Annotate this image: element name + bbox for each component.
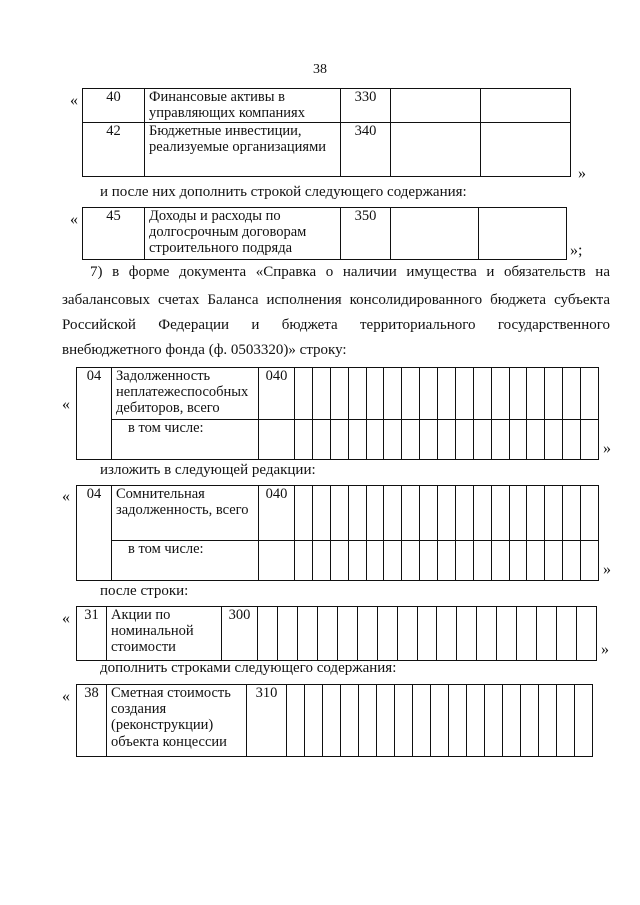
text-after-table-3: изложить в следующей редакции:	[100, 462, 316, 478]
empty-cell	[317, 607, 337, 661]
empty-cell	[391, 123, 481, 177]
row-name: Сомнительная задолженность, всего	[112, 486, 259, 541]
table-2	[82, 207, 567, 260]
empty-cell	[497, 607, 517, 661]
empty-cell	[473, 486, 491, 541]
row-line-code: 340	[341, 123, 391, 177]
empty-cell	[366, 541, 384, 581]
empty-cell	[563, 368, 581, 420]
empty-cell	[312, 486, 330, 541]
row-name: Задолженность неплатежеспособных дебиторов, всего	[112, 368, 259, 420]
close-quote-semicolon: »;	[570, 242, 583, 259]
empty-cell	[477, 607, 497, 661]
empty-cell	[527, 541, 545, 581]
empty-cell	[545, 486, 563, 541]
close-quote: »	[603, 561, 611, 578]
empty-cell	[312, 368, 330, 420]
empty-cell	[539, 685, 557, 757]
empty-cell	[503, 685, 521, 757]
row-code: 45	[83, 208, 145, 260]
empty-cell	[563, 486, 581, 541]
empty-cell	[455, 541, 473, 581]
empty-cell	[563, 541, 581, 581]
empty-cell	[366, 486, 384, 541]
empty-cell	[455, 420, 473, 460]
empty-cell	[473, 368, 491, 420]
empty-cell	[537, 607, 557, 661]
empty-cell	[295, 420, 313, 460]
empty-cell	[491, 368, 509, 420]
empty-cell	[384, 541, 402, 581]
empty-cell	[438, 486, 456, 541]
paragraph-7-line-1: 7) в форме документа «Справка о наличии имущества и обязательств на	[90, 264, 610, 280]
empty-cell	[259, 541, 295, 581]
table-row	[83, 208, 567, 260]
row-name: Финансовые активы в управляющих компаниях	[145, 89, 341, 123]
empty-cell	[413, 685, 431, 757]
paragraph-7-line-2: забалансовых счетах Баланса исполнения консолидированного бюджета субъекта	[62, 292, 610, 308]
row-code: 42	[83, 123, 145, 177]
row-line-code: 300	[222, 607, 258, 661]
empty-cell	[581, 486, 599, 541]
table-row	[77, 486, 599, 541]
empty-cell	[348, 541, 366, 581]
empty-cell	[366, 420, 384, 460]
empty-cell	[491, 486, 509, 541]
empty-cell	[473, 420, 491, 460]
empty-cell	[438, 541, 456, 581]
empty-cell	[545, 368, 563, 420]
table-row	[77, 541, 599, 581]
empty-cell	[420, 486, 438, 541]
row-line-code: 040	[259, 368, 295, 420]
empty-cell	[277, 607, 297, 661]
empty-cell	[438, 420, 456, 460]
empty-cell	[563, 420, 581, 460]
empty-cell	[295, 486, 313, 541]
open-quote: «	[62, 396, 70, 413]
empty-cell	[341, 685, 359, 757]
table-6	[76, 684, 593, 757]
empty-cell	[449, 685, 467, 757]
empty-cell	[348, 368, 366, 420]
empty-cell	[575, 685, 593, 757]
table-4	[76, 485, 599, 581]
empty-cell	[557, 607, 577, 661]
empty-cell	[295, 541, 313, 581]
empty-cell	[437, 607, 457, 661]
empty-cell	[481, 89, 571, 123]
row-code: 31	[77, 607, 107, 661]
empty-cell	[384, 486, 402, 541]
empty-cell	[581, 541, 599, 581]
empty-cell	[517, 607, 537, 661]
close-quote: »	[603, 440, 611, 457]
empty-cell	[509, 486, 527, 541]
empty-cell	[391, 208, 479, 260]
table-5	[76, 606, 597, 661]
table-row	[83, 89, 571, 123]
empty-cell	[509, 368, 527, 420]
text-after-table-1: и после них дополнить строкой следующего содержания:	[100, 184, 467, 200]
empty-cell	[455, 368, 473, 420]
table-row	[83, 123, 571, 177]
table-1	[82, 88, 571, 177]
paragraph-7-line-4: внебюджетного фонда (ф. 0503320)» строку:	[62, 342, 347, 358]
empty-cell	[545, 541, 563, 581]
empty-cell	[491, 541, 509, 581]
open-quote: «	[70, 211, 78, 228]
row-line-code: 040	[259, 486, 295, 541]
empty-cell	[330, 420, 348, 460]
empty-cell	[337, 607, 357, 661]
empty-cell	[397, 607, 417, 661]
empty-cell	[457, 607, 477, 661]
empty-cell	[259, 420, 295, 460]
empty-cell	[366, 368, 384, 420]
empty-cell	[357, 607, 377, 661]
empty-cell	[384, 368, 402, 420]
text-after-table-5: дополнить строками следующего содержания:	[100, 660, 397, 676]
empty-cell	[305, 685, 323, 757]
empty-cell	[479, 208, 567, 260]
empty-cell	[485, 685, 503, 757]
empty-cell	[509, 541, 527, 581]
open-quote: «	[62, 610, 70, 627]
empty-cell	[258, 607, 278, 661]
empty-cell	[431, 685, 449, 757]
row-subtitle: в том числе:	[112, 541, 259, 581]
open-quote: «	[70, 92, 78, 109]
empty-cell	[420, 420, 438, 460]
close-quote: »	[601, 641, 609, 658]
empty-cell	[402, 541, 420, 581]
empty-cell	[527, 368, 545, 420]
empty-cell	[295, 368, 313, 420]
empty-cell	[581, 368, 599, 420]
empty-cell	[391, 89, 481, 123]
open-quote: «	[62, 488, 70, 505]
empty-cell	[527, 420, 545, 460]
empty-cell	[455, 486, 473, 541]
empty-cell	[420, 368, 438, 420]
empty-cell	[312, 541, 330, 581]
empty-cell	[467, 685, 485, 757]
empty-cell	[581, 420, 599, 460]
empty-cell	[557, 685, 575, 757]
row-code: 04	[77, 368, 112, 460]
empty-cell	[377, 607, 397, 661]
row-name: Доходы и расходы по долгосрочным договорам строительного подряда	[145, 208, 341, 260]
empty-cell	[402, 486, 420, 541]
row-line-code: 330	[341, 89, 391, 123]
empty-cell	[417, 607, 437, 661]
table-row	[77, 607, 597, 661]
empty-cell	[420, 541, 438, 581]
empty-cell	[438, 368, 456, 420]
empty-cell	[402, 420, 420, 460]
empty-cell	[545, 420, 563, 460]
empty-cell	[521, 685, 539, 757]
paragraph-7-line-3: Российской Федерации и бюджета территориального государственного	[62, 317, 610, 333]
empty-cell	[402, 368, 420, 420]
empty-cell	[473, 541, 491, 581]
row-line-code: 350	[341, 208, 391, 260]
empty-cell	[330, 486, 348, 541]
table-row	[77, 420, 599, 460]
empty-cell	[330, 541, 348, 581]
empty-cell	[527, 486, 545, 541]
close-quote: »	[578, 165, 586, 182]
row-code: 40	[83, 89, 145, 123]
table-row	[77, 368, 599, 420]
page-number: 38	[313, 62, 327, 77]
empty-cell	[287, 685, 305, 757]
empty-cell	[395, 685, 413, 757]
row-code: 04	[77, 486, 112, 581]
row-name: Бюджетные инвестиции, реализуемые организациями	[145, 123, 341, 177]
row-line-code: 310	[247, 685, 287, 757]
empty-cell	[330, 368, 348, 420]
empty-cell	[509, 420, 527, 460]
empty-cell	[297, 607, 317, 661]
row-name: Сметная стоимость создания (реконструкции) объекта концессии	[107, 685, 247, 757]
empty-cell	[312, 420, 330, 460]
row-code: 38	[77, 685, 107, 757]
empty-cell	[491, 420, 509, 460]
empty-cell	[377, 685, 395, 757]
empty-cell	[359, 685, 377, 757]
row-name: Акции по номинальной стоимости	[107, 607, 222, 661]
table-3	[76, 367, 599, 460]
empty-cell	[481, 123, 571, 177]
empty-cell	[348, 420, 366, 460]
text-after-table-4: после строки:	[100, 583, 189, 599]
open-quote: «	[62, 688, 70, 705]
empty-cell	[348, 486, 366, 541]
row-subtitle: в том числе:	[112, 420, 259, 460]
empty-cell	[323, 685, 341, 757]
empty-cell	[384, 420, 402, 460]
empty-cell	[577, 607, 597, 661]
table-row	[77, 685, 593, 757]
